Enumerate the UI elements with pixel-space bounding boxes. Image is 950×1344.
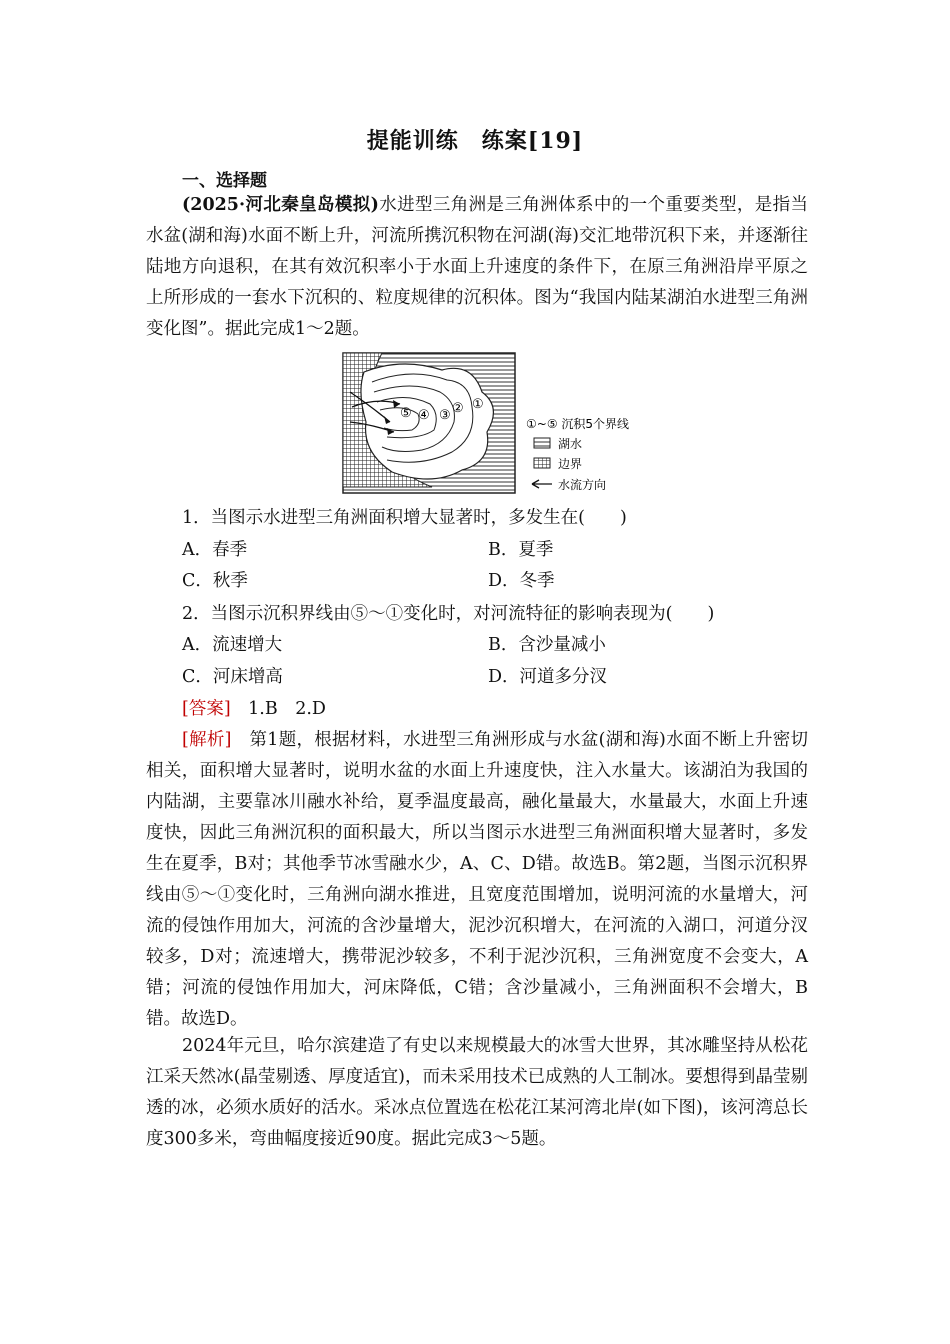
analysis-paragraph <box>146 725 808 1035</box>
figure-legend <box>526 416 629 492</box>
page-title: 提能训练 练案[19] <box>366 128 584 154</box>
boundary-label-4: ④ <box>418 408 430 423</box>
analysis-label: [解析] <box>182 730 232 750</box>
question-2-stem: 2．当图示沉积界线由⑤～①变化时，对河流特征的影响表现为( ) <box>182 604 715 624</box>
flow-arrow-icon <box>532 480 552 488</box>
legend-flow: 水流方向 <box>558 478 607 492</box>
question-2-option-c: C．河床增高 <box>182 667 283 687</box>
question-2-option-b: B．含沙量减小 <box>488 635 606 655</box>
question-1-option-c: C．秋季 <box>182 571 248 591</box>
passage-2-text: 2024年元旦，哈尔滨建造了有史以来规模最大的冰雪大世界，其冰雕坚持从松花江采天然冰(晶莹剔透、厚度适宜)，而未采用技术已成熟的人工制冰。要想得到晶莹剔透的冰，必须水质好的活水。采冰点位置选在松花江某河湾北岸(如下图)，该河湾总长度300多米，弯曲幅度接近90度。据此完成3～5题。 <box>146 1036 808 1149</box>
answer-label: [答案] <box>182 699 231 719</box>
question-1-stem: 1．当图示水进型三角洲面积增大显著时，多发生在( ) <box>182 508 627 528</box>
intro-source: (2025·河北秦皇岛模拟) <box>182 195 379 215</box>
question-2-option-d: D．河道多分汊 <box>488 667 608 687</box>
answer-text: 1.B 2.D <box>248 699 326 719</box>
delta-figure <box>342 352 642 497</box>
analysis-text: 第1题，根据材料，水进型三角洲形成与水盆(湖和海)水面不断上升密切相关，面积增大显著时，说明水盆的水面上升速度快，注入水量大。该湖泊为我国的内陆湖，主要靠冰川融水补给，夏季温度最高，融化量最大，水量最大，水面上升速度快，因此三角洲沉积的面积最大，所以当图示水进型三角洲面积增大显著时，多发生在夏季，B对；其他季节冰雪融水少，A、C、D错。故选B。第2题，当图示沉积界线由⑤～①变化时，三角洲向湖水推进，且宽度范围增加，说明河流的水量增大，河流的侵蚀作用加大，河流的含沙量增大，泥沙沉积增大，在河流的入湖口，河道分汊较多，D对；流速增大，携带泥沙较多，不利于泥沙沉积，三角洲宽度不会变大，A错；河流的侵蚀作用加大，河床降低，C错；含沙量减小，三角洲面积不会增大，B错。故选D。 <box>146 730 809 1029</box>
answer-line <box>182 694 326 725</box>
legend-lake: 湖水 <box>558 437 583 451</box>
boundary-label-5: ⑤ <box>400 406 412 421</box>
legend-border: 边界 <box>558 457 583 471</box>
legend-boundaries: ①~⑤ 沉积5个界线 <box>526 417 630 431</box>
section-heading: 一、选择题 <box>182 171 267 191</box>
passage-2 <box>146 1031 808 1155</box>
legend-lake-swatch <box>534 438 550 448</box>
question-1-option-b: B．夏季 <box>488 540 554 560</box>
boundary-label-1: ① <box>472 397 484 412</box>
legend-border-swatch <box>534 458 550 468</box>
question-2-option-a: A．流速增大 <box>182 635 283 655</box>
intro-paragraph <box>146 190 808 345</box>
intro-text: 水进型三角洲是三角洲体系中的一个重要类型，是指当水盆(湖和海)水面不断上升，河流所携沉积物在河湖(海)交汇地带沉积下来，并逐渐往陆地方向退积，在其有效沉积率小于水面上升速度的条件下，在原三角洲沿岸平原之上所形成的一套水下沉积的、粒度规律的沉积体。图为“我国内陆某湖泊水进型三角洲变化图”。据此完成1～2题。 <box>146 195 809 339</box>
boundary-label-2: ② <box>452 401 464 416</box>
question-1-option-a: A．春季 <box>182 540 248 560</box>
delta-map <box>342 352 642 497</box>
map-frame <box>343 353 515 493</box>
boundary-label-3: ③ <box>439 408 451 423</box>
question-1-option-d: D．冬季 <box>488 571 555 591</box>
